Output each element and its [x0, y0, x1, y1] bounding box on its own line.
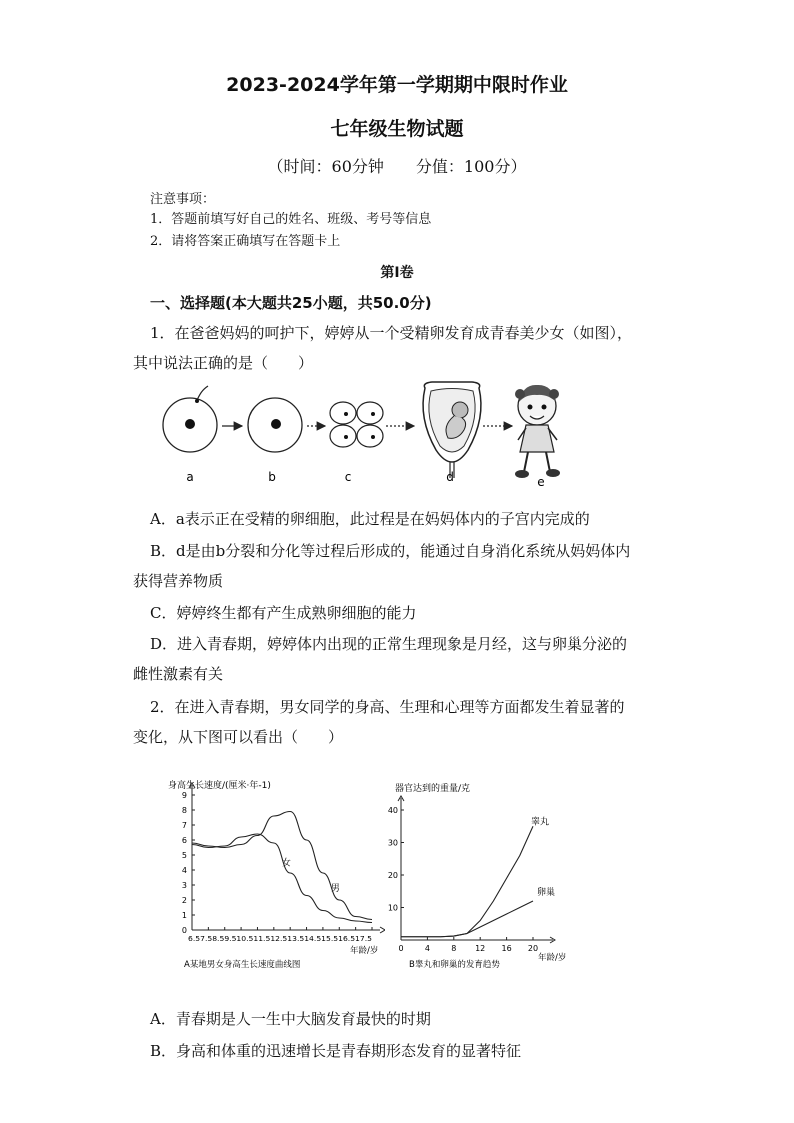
q1-option-b-line2: 获得营养物质	[133, 572, 224, 590]
fertilized-egg-a	[163, 386, 217, 452]
fetus-in-uterus-d	[423, 382, 481, 478]
chart-a-xlabel: 年龄/岁	[350, 946, 379, 956]
chart-a-ytick-label: 8	[181, 806, 187, 815]
exam-subtitle: 七年级生物试题	[330, 118, 464, 140]
chart-b-xtick-label: 16	[501, 944, 512, 953]
chart-a-ytick-label: 5	[181, 851, 187, 860]
chart-a-ytick-label: 0	[181, 926, 187, 935]
notes-heading: 注意事项：	[150, 192, 216, 207]
exam-title: 2023-2024学年第一学期期中限时作业	[226, 74, 568, 96]
chart-b-xlabel: 年龄/岁	[538, 953, 567, 963]
chart-b-title: B睾丸和卵巢的发育趋势	[409, 960, 500, 970]
organ-weight-chart	[385, 780, 585, 980]
chart-b-ytick-label: 40	[387, 806, 398, 815]
fig-label-e: e	[537, 475, 545, 489]
section-heading: 一、选择题(本大题共25小题，共50.0分)	[150, 294, 432, 312]
q1-stem-line1: 1．在爸爸妈妈的呵护下，婷婷从一个受精卵发育成青春美少女（如图），	[150, 324, 633, 342]
chart-b-xtick-label: 20	[527, 944, 539, 953]
chart-b-ytick-label: 10	[387, 903, 398, 913]
chart-b-xtick-label: 0	[398, 944, 404, 953]
fig-label-a: a	[186, 470, 194, 484]
chart-b-xtick-label: 8	[451, 944, 457, 953]
series-line-ovary	[401, 901, 533, 937]
chart-a-ytick-label: 6	[181, 836, 187, 845]
q1-option-a: A．a表示正在受精的卵细胞，此过程是在妈妈体内的子宫内完成的	[150, 510, 590, 528]
chart-a-title: A某地男女身高生长速度曲线图	[184, 960, 301, 970]
q2-stem-line1: 2．在进入青春期，男女同学的身高、生理和心理等方面都发生着显著的	[150, 698, 625, 716]
height-growth-chart	[160, 768, 385, 978]
q2-option-a: A．青春期是人一生中大脑发育最快的时期	[150, 1010, 431, 1028]
series-label-female: 女	[281, 858, 291, 869]
chart-a-ytick-label: 1	[181, 911, 187, 920]
chart-a-xtick-labels: 6.57.58.59.510.511.512.513.514.515.516.517.5	[188, 935, 372, 943]
chart-b-xtick-label: 12	[475, 944, 486, 953]
chart-b-ytick-label: 20	[387, 871, 398, 880]
chart-a-ytick-label: 2	[181, 896, 187, 905]
zygote-b	[248, 398, 302, 452]
chart-a-ytick-label: 4	[181, 866, 187, 875]
girl-e	[515, 385, 560, 478]
notes-item-2: 2．请将答案正确填写在答题卡上	[150, 234, 341, 249]
chart-a-ytick-label: 7	[181, 821, 187, 830]
series-line-testis	[401, 826, 533, 937]
q1-stem-line2: 其中说法正确的是（ ）	[133, 354, 314, 372]
q1-option-d-line1: D．进入青春期，婷婷体内出现的正常生理现象是月经，这与卵巢分泌的	[150, 635, 628, 653]
chart-b-ylabel: 器官达到的重量/克	[395, 784, 471, 794]
q1-option-c: C．婷婷终生都有产生成熟卵细胞的能力	[150, 604, 417, 622]
chart-a-ylabel: 身高生长速度/(厘米·年-1)	[168, 781, 271, 791]
volume-label: 第Ⅰ卷	[380, 265, 414, 281]
series-label-ovary: 卵巢	[537, 888, 556, 898]
chart-a-ytick-label: 9	[181, 791, 187, 800]
chart-b-ytick-label: 30	[387, 838, 398, 848]
series-label-male: 男	[330, 884, 340, 894]
chart-b-xtick-label: 4	[424, 944, 430, 953]
q1-development-figure	[150, 378, 570, 490]
q2-option-b: B．身高和体重的迅速增长是青春期形态发育的显著特征	[150, 1042, 522, 1060]
series-label-testis: 睾丸	[531, 817, 550, 828]
notes-item-1: 1．答题前填写好自己的姓名、班级、考号等信息	[150, 212, 432, 227]
cell-division-c	[330, 402, 383, 447]
time-score-line: （时间：60分钟 分值：100分）	[267, 157, 527, 176]
fig-label-b: b	[268, 470, 276, 484]
fig-label-d: d	[446, 470, 454, 484]
q2-stem-line2: 变化，从下图可以看出（ ）	[133, 728, 344, 746]
chart-a-ytick-label: 3	[181, 881, 187, 890]
q1-option-b-line1: B．d是由b分裂和分化等过程后形成的，能通过自身消化系统从妈妈体内	[150, 542, 631, 560]
fig-label-c: c	[344, 470, 352, 484]
q1-option-d-line2: 雌性激素有关	[133, 665, 224, 683]
